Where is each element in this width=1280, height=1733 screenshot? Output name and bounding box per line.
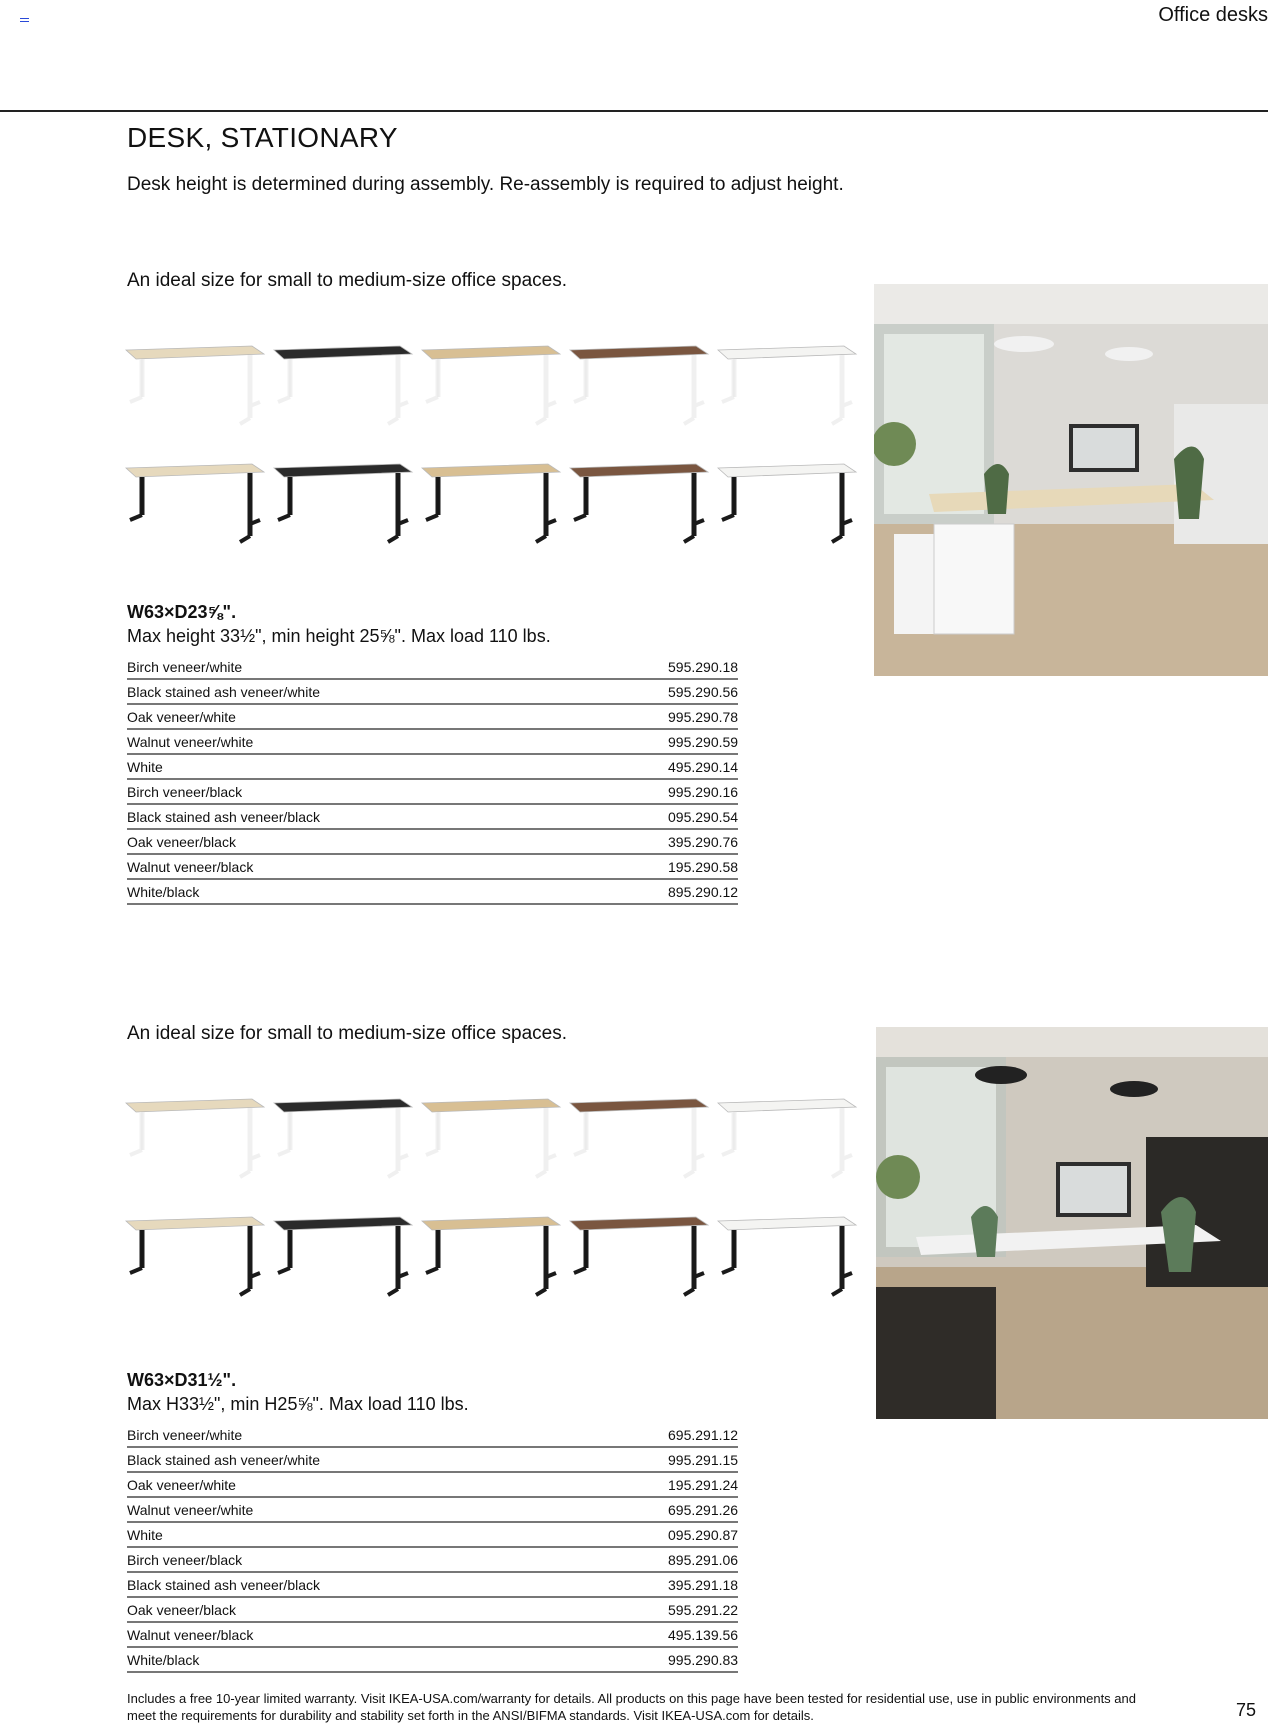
- article-number: 595.291.22: [320, 1597, 738, 1622]
- variant-name: Black stained ash veneer/white: [127, 679, 320, 704]
- desk-variants-grid: [124, 1095, 864, 1310]
- variant-name: Birch veneer/white: [127, 1423, 320, 1447]
- variant-name: Birch veneer/black: [127, 1547, 320, 1572]
- desk-variants-grid: [124, 342, 864, 557]
- table-row: [127, 1423, 738, 1447]
- header-divider: [0, 110, 1268, 112]
- table-row: [127, 879, 738, 904]
- article-number: 895.290.12: [320, 879, 738, 904]
- article-number: 595.290.18: [320, 655, 738, 679]
- page-title: DESK, STATIONARY: [127, 122, 398, 153]
- desk-illustration: [422, 1217, 560, 1295]
- desk-illustration: [274, 1099, 412, 1177]
- block-intro: An ideal size for small to medium-size office spaces.: [127, 270, 567, 291]
- article-number: 095.290.87: [320, 1522, 738, 1547]
- office-photo-1: [874, 284, 1268, 676]
- article-number: 495.139.56: [320, 1622, 738, 1647]
- desk-illustration: [570, 1099, 708, 1177]
- desk-illustration: [422, 464, 560, 542]
- variant-name: Birch veneer/black: [127, 779, 320, 804]
- variant-name: Black stained ash veneer/black: [127, 804, 320, 829]
- table-row: [127, 729, 738, 754]
- office-photo-2: [876, 1027, 1268, 1419]
- table-row: [127, 704, 738, 729]
- footer-note: Includes a free 10-year limited warranty. Visit IKEA-USA.com/warranty for details. All products on this page have been tested for residential use, use in public environments and meet the requirements for durability and stability set forth in the ANSI/BIFMA standards. Visit IKEA-USA.com for details.: [127, 1691, 1136, 1723]
- table-row: [127, 1572, 738, 1597]
- variant-name: Oak veneer/black: [127, 829, 320, 854]
- desk-illustration: [718, 346, 856, 424]
- desk-illustration: [570, 464, 708, 542]
- table-row: [127, 1647, 738, 1672]
- article-number: 995.291.15: [320, 1447, 738, 1472]
- desk-illustration: [126, 464, 264, 542]
- table-row: [127, 1547, 738, 1572]
- article-number: 995.290.83: [320, 1647, 738, 1672]
- desk-illustrations: [124, 342, 864, 557]
- article-number: 395.290.76: [320, 829, 738, 854]
- desk-illustration: [718, 464, 856, 542]
- variants-table: [127, 655, 738, 905]
- desk-illustration: [274, 346, 412, 424]
- variant-name: Walnut veneer/black: [127, 854, 320, 879]
- desk-illustration: [718, 1217, 856, 1295]
- variant-name: White: [127, 1522, 320, 1547]
- desk-illustrations: [124, 1095, 864, 1310]
- table-row: [127, 1472, 738, 1497]
- size-spec: Max height 33½", min height 25⅝". Max load 110 lbs.: [127, 626, 551, 646]
- variant-name: Walnut veneer/white: [127, 729, 320, 754]
- article-number: 195.291.24: [320, 1472, 738, 1497]
- table-row: [127, 1522, 738, 1547]
- article-number: 995.290.16: [320, 779, 738, 804]
- variant-name: Oak veneer/white: [127, 704, 320, 729]
- article-number: 995.290.59: [320, 729, 738, 754]
- size-title: W63×D23⅝".: [127, 602, 237, 622]
- desk-illustration: [570, 346, 708, 424]
- article-number: 395.291.18: [320, 1572, 738, 1597]
- size-spec: Max H33½", min H25⅝". Max load 110 lbs.: [127, 1394, 469, 1414]
- variant-name: Birch veneer/white: [127, 655, 320, 679]
- table-row: [127, 1447, 738, 1472]
- table-row: [127, 754, 738, 779]
- variant-name: White: [127, 754, 320, 779]
- article-number: 495.290.14: [320, 754, 738, 779]
- desk-illustration: [274, 1217, 412, 1295]
- table-row: [127, 854, 738, 879]
- table-row: [127, 804, 738, 829]
- table-row: [127, 1497, 738, 1522]
- desk-illustration: [718, 1099, 856, 1177]
- variant-name: Walnut veneer/black: [127, 1622, 320, 1647]
- table-row: [127, 829, 738, 854]
- desk-illustration: [126, 1099, 264, 1177]
- variant-name: Black stained ash veneer/black: [127, 1572, 320, 1597]
- article-number: 095.290.54: [320, 804, 738, 829]
- desk-illustration: [422, 346, 560, 424]
- table-row: [127, 679, 738, 704]
- article-number: 995.290.78: [320, 704, 738, 729]
- desk-illustration: [422, 1099, 560, 1177]
- article-number: 695.291.12: [320, 1423, 738, 1447]
- desk-illustration: [274, 464, 412, 542]
- variants-table: [127, 1423, 738, 1673]
- size-title: W63×D31½".: [127, 1370, 237, 1390]
- table-row: [127, 1622, 738, 1647]
- table-row: [127, 1597, 738, 1622]
- desk-illustration: [126, 1217, 264, 1295]
- table-row: [127, 655, 738, 679]
- article-number: 595.290.56: [320, 679, 738, 704]
- desk-illustration: [570, 1217, 708, 1295]
- section-label: Office desks: [1158, 4, 1268, 26]
- page-number: 75: [1235, 1700, 1256, 1720]
- variant-name: White/black: [127, 1647, 320, 1672]
- article-number: 895.291.06: [320, 1547, 738, 1572]
- variant-name: Oak veneer/white: [127, 1472, 320, 1497]
- table-row: [127, 779, 738, 804]
- variant-name: Black stained ash veneer/white: [127, 1447, 320, 1472]
- article-number: 695.291.26: [320, 1497, 738, 1522]
- menu-icon[interactable]: [20, 18, 29, 25]
- block-intro: An ideal size for small to medium-size office spaces.: [127, 1023, 567, 1044]
- variant-name: Oak veneer/black: [127, 1597, 320, 1622]
- desk-illustration: [126, 346, 264, 424]
- article-number: 195.290.58: [320, 854, 738, 879]
- variant-name: White/black: [127, 879, 320, 904]
- page-subtitle: Desk height is determined during assembly. Re-assembly is required to adjust height.: [127, 174, 844, 195]
- variant-name: Walnut veneer/white: [127, 1497, 320, 1522]
